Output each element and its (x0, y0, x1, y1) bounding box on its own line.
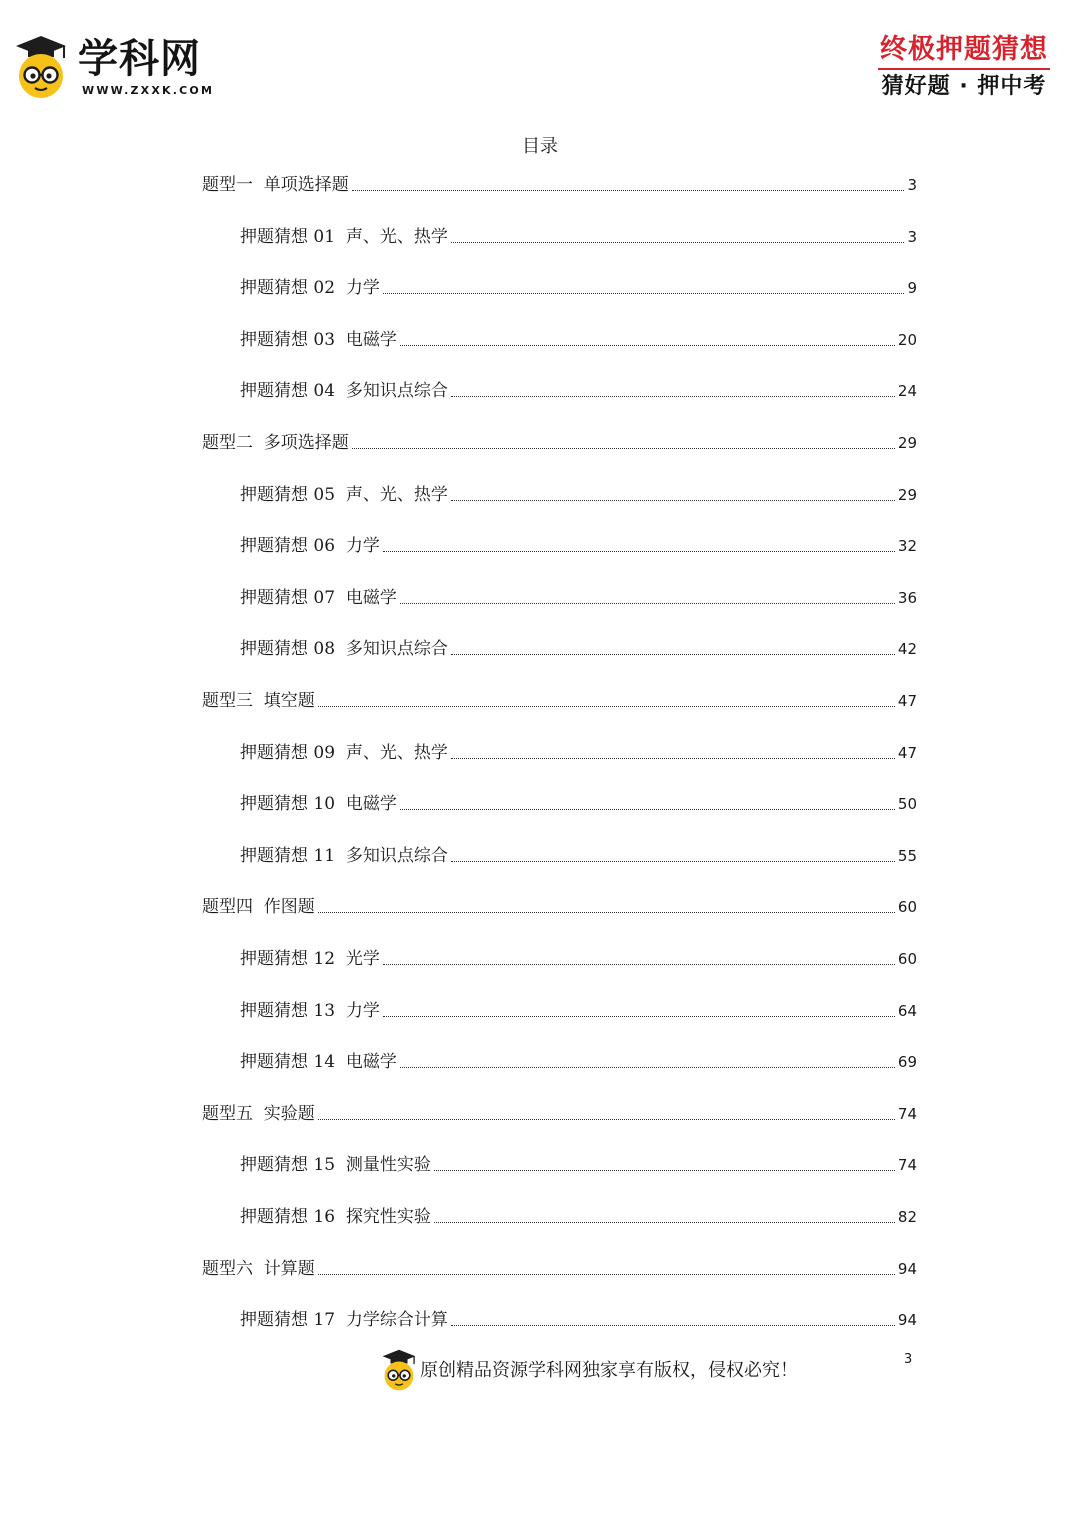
logo-url: WWW.ZXXK.COM (82, 84, 215, 97)
toc-entry-label: 押题猜想 16 探究性实验 (240, 1207, 431, 1227)
toc-dot-leader (451, 500, 895, 501)
toc-entry-page: 55 (897, 847, 917, 865)
toc-dot-leader (318, 706, 895, 707)
toc-entry-page: 24 (897, 382, 917, 400)
toc-dot-leader (451, 1325, 895, 1326)
toc-subsection-entry[interactable] (240, 995, 917, 1023)
toc-entry-label: 题型二 多项选择题 (202, 433, 349, 453)
toc-subsection-entry[interactable] (240, 943, 917, 971)
slogan-sub: 猜好题 · 押中考 (881, 74, 1047, 99)
toc-entry-page: 64 (897, 1002, 917, 1020)
logo-wordmark: 学科网 (78, 36, 201, 82)
toc-section-entry[interactable] (202, 1253, 917, 1281)
toc-subsection-entry[interactable] (240, 1201, 917, 1229)
toc-entry-page: 94 (897, 1311, 917, 1329)
toc-title: 目录 (522, 136, 558, 157)
toc-entry-label: 押题猜想 01 声、光、热学 (240, 227, 448, 247)
toc-entry-page: 50 (897, 795, 917, 813)
toc-entry-page: 69 (897, 1053, 917, 1071)
toc-subsection-entry[interactable] (240, 272, 917, 300)
toc-entry-label: 题型五 实验题 (202, 1104, 315, 1124)
toc-dot-leader (383, 964, 895, 965)
toc-entry-label: 押题猜想 09 声、光、热学 (240, 743, 448, 763)
toc-subsection-entry[interactable] (240, 479, 917, 507)
toc-section-entry[interactable] (202, 169, 917, 197)
toc-dot-leader (400, 809, 895, 810)
toc-entry-label: 押题猜想 11 多知识点综合 (240, 846, 448, 866)
toc-entry-label: 押题猜想 12 光学 (240, 949, 380, 969)
toc-subsection-entry[interactable] (240, 633, 917, 661)
toc-dot-leader (451, 396, 895, 397)
toc-subsection-entry[interactable] (240, 530, 917, 558)
toc-dot-leader (400, 1067, 895, 1068)
toc-entry-page: 20 (897, 331, 917, 349)
toc-subsection-entry[interactable] (240, 1046, 917, 1074)
toc-entry-label: 押题猜想 10 电磁学 (240, 794, 397, 814)
toc-entry-label: 题型一 单项选择题 (202, 175, 349, 195)
toc-entry-label: 押题猜想 08 多知识点综合 (240, 639, 448, 659)
toc-dot-leader (434, 1170, 895, 1171)
toc-subsection-entry[interactable] (240, 221, 917, 249)
toc-dot-leader (400, 603, 895, 604)
toc-entry-label: 押题猜想 02 力学 (240, 278, 380, 298)
copyright-notice: 原创精品资源学科网独家享有版权，侵权必究！ (420, 1360, 798, 1381)
toc-section-entry[interactable] (202, 891, 917, 919)
toc-entry-label: 题型四 作图题 (202, 897, 315, 917)
toc-subsection-entry[interactable] (240, 582, 917, 610)
toc-entry-page: 3 (907, 176, 917, 194)
slogan-badge (874, 34, 1054, 101)
toc-dot-leader (434, 1222, 895, 1223)
page-header (0, 0, 1080, 120)
toc-subsection-entry[interactable] (240, 375, 917, 403)
toc-subsection-entry[interactable] (240, 1304, 917, 1332)
toc-dot-leader (318, 1274, 895, 1275)
toc-entry-page: 32 (897, 537, 917, 555)
toc-entry-page: 60 (897, 898, 917, 916)
toc-entry-page: 3 (907, 228, 917, 246)
toc-entry-label: 题型六 计算题 (202, 1259, 315, 1279)
mascot-icon (380, 1348, 418, 1392)
toc-dot-leader (383, 551, 895, 552)
toc-section-entry[interactable] (202, 1098, 917, 1126)
toc-entry-label: 押题猜想 17 力学综合计算 (240, 1310, 448, 1330)
toc-entry-label: 押题猜想 14 电磁学 (240, 1052, 397, 1072)
toc-subsection-entry[interactable] (240, 324, 917, 352)
toc-dot-leader (383, 1016, 895, 1017)
toc-entry-page: 9 (907, 279, 917, 297)
toc-entry-page: 42 (897, 640, 917, 658)
toc-dot-leader (451, 861, 895, 862)
toc-dot-leader (451, 758, 895, 759)
page-number: 3 (904, 1352, 913, 1367)
toc-entry-label: 押题猜想 07 电磁学 (240, 588, 397, 608)
toc-entry-label: 押题猜想 05 声、光、热学 (240, 485, 448, 505)
slogan-main: 终极押题猜想 (880, 34, 1048, 65)
page-footer (380, 1348, 840, 1394)
toc-entry-page: 60 (897, 950, 917, 968)
toc-section-entry[interactable] (202, 685, 917, 713)
zxxk-logo[interactable] (12, 34, 215, 104)
toc-dot-leader (318, 1119, 895, 1120)
toc-entry-label: 押题猜想 04 多知识点综合 (240, 381, 448, 401)
toc-subsection-entry[interactable] (240, 1149, 917, 1177)
toc-entry-page: 47 (897, 744, 917, 762)
toc-entry-page: 74 (897, 1105, 917, 1123)
toc-entry-page: 47 (897, 692, 917, 710)
toc-entry-page: 29 (897, 486, 917, 504)
toc-entry-page: 94 (897, 1260, 917, 1278)
toc-dot-leader (318, 912, 895, 913)
toc-subsection-entry[interactable] (240, 737, 917, 765)
toc-entry-label: 押题猜想 13 力学 (240, 1001, 380, 1021)
toc-section-entry[interactable] (202, 427, 917, 455)
toc-entry-label: 押题猜想 03 电磁学 (240, 330, 397, 350)
toc-entry-label: 题型三 填空题 (202, 691, 315, 711)
toc-dot-leader (400, 345, 895, 346)
toc-entry-page: 74 (897, 1156, 917, 1174)
toc-entry-page: 82 (897, 1208, 917, 1226)
toc-subsection-entry[interactable] (240, 840, 917, 868)
toc-entry-label: 押题猜想 06 力学 (240, 536, 380, 556)
toc-dot-leader (451, 654, 895, 655)
toc-entry-page: 36 (897, 589, 917, 607)
toc-dot-leader (383, 293, 905, 294)
slogan-divider (878, 68, 1050, 70)
toc-entry-label: 押题猜想 15 测量性实验 (240, 1155, 431, 1175)
toc-entry-page: 29 (897, 434, 917, 452)
toc-dot-leader (451, 242, 905, 243)
toc-dot-leader (352, 190, 905, 191)
mascot-icon (12, 34, 70, 100)
toc-dot-leader (352, 448, 895, 449)
toc-subsection-entry[interactable] (240, 788, 917, 816)
